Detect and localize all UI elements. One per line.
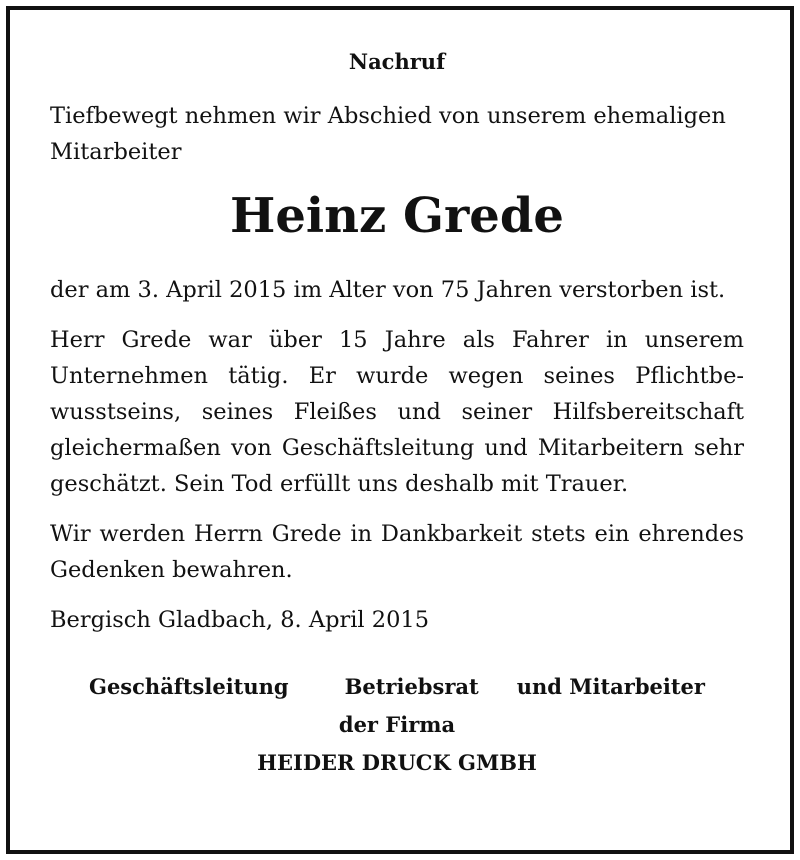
place-date: Bergisch Gladbach, 8. April 2015 <box>50 607 430 633</box>
signer-employees: und Mitarbeiter <box>516 674 705 699</box>
deceased-name: Heinz Grede <box>230 188 564 244</box>
signer-works-council: Betriebsrat <box>344 674 479 699</box>
death-line: der am 3. April 2015 im Alter von 75 Jahren verstorben ist. <box>50 277 726 303</box>
signers-row <box>50 668 744 706</box>
signer-management: Geschäftsleitung <box>89 674 289 699</box>
biography-paragraph: Herr Grede war über 15 Jahre als Fahrer in unserem Unternehmen tätig. Er wurde wegen seines Pflichtbewusstseins, seines Fleißes und seiner Hilfsbereitschaft gleichermaßen von Geschäftsleitung und Mitarbeitern sehr geschätzt. Sein Tod erfüllt uns deshalb mit Trauer. <box>50 327 744 497</box>
memory-paragraph: Wir werden Herrn Grede in Dankbarkeit stets ein ehrendes Gedenken bewahren. <box>50 521 744 583</box>
company-name: HEIDER DRUCK GMBH <box>257 750 537 775</box>
obituary-notice <box>50 48 744 782</box>
intro-text: Tiefbewegt nehmen wir Abschied von unserem ehemaligen Mitarbeiter <box>50 103 726 165</box>
notice-heading: Nachruf <box>348 49 446 74</box>
signer-of-company: der Firma <box>338 712 456 737</box>
signers-block <box>50 668 744 782</box>
